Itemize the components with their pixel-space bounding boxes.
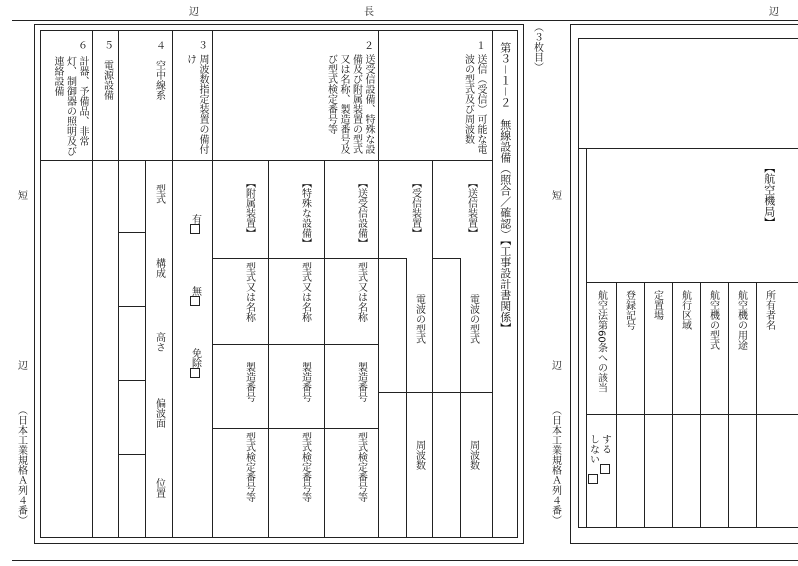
right-col-5 xyxy=(728,282,729,528)
antenna-split-3 xyxy=(118,380,145,381)
freq-exempt-label: 免除 xyxy=(189,348,201,368)
antenna-polarization-label: 偏波面 xyxy=(153,398,165,428)
antenna-split-1 xyxy=(118,232,145,233)
margin-edge-top-right: 辺 xyxy=(766,6,778,16)
margin-edge-mid: 辺 xyxy=(549,360,561,370)
margin-edge-left: 辺 xyxy=(15,360,27,370)
freq-no-checkbox[interactable] xyxy=(190,296,200,306)
jis-note-left: （日本工業規格Ａ列４番） xyxy=(15,405,27,525)
title-divider xyxy=(492,30,493,538)
art60-yes-option[interactable] xyxy=(598,434,611,474)
right-col-1 xyxy=(616,282,617,528)
special-model-label: 型式又は名称 xyxy=(299,262,311,322)
right-head-split xyxy=(578,148,798,149)
item2-head-split xyxy=(212,258,378,259)
art60-yes-label: する xyxy=(599,434,611,454)
freq-yes-option[interactable] xyxy=(188,214,201,234)
art60-no-checkbox[interactable] xyxy=(588,474,598,484)
tx-subcol xyxy=(460,258,461,538)
group-special: 【特殊な設備】 xyxy=(299,178,311,248)
bottom-rule xyxy=(12,560,798,561)
tx-frequency-label: 周波数 xyxy=(467,440,479,470)
antenna-position-label: 位置 xyxy=(153,478,165,498)
trx-serial-label: 製造番号 xyxy=(355,362,367,402)
item2-sep-b xyxy=(268,160,269,538)
group-tx: 【送信装置】 xyxy=(465,178,477,238)
sep-5-6 xyxy=(92,30,93,538)
item-3-text: 周波数指定装置の備付け xyxy=(184,54,208,154)
tx-emission-label: 電波の型式 xyxy=(467,294,479,344)
special-approval-label: 型式検定番号等 xyxy=(299,432,311,502)
item1-tx-rx-sep xyxy=(432,160,433,538)
item2-row-split-2 xyxy=(212,428,378,429)
section-title: 第３－１－２ 無線設備（照合／確認）【工事設計書関係】 xyxy=(498,42,512,334)
item-5-no: ５ xyxy=(101,40,113,50)
jis-note-mid: （日本工業規格Ａ列４番） xyxy=(549,405,561,525)
freq-exempt-option[interactable] xyxy=(188,348,201,378)
rx-split xyxy=(378,258,406,259)
aux-serial-label: 製造番号 xyxy=(243,362,255,402)
right-label-split xyxy=(586,282,798,283)
form-inner-frame xyxy=(40,30,518,538)
antenna-subcol xyxy=(145,160,146,538)
margin-short-left: 短 xyxy=(15,190,27,200)
item-4-text: 空中線系 xyxy=(153,60,165,100)
freq-no-option[interactable] xyxy=(188,286,201,306)
special-serial-label: 製造番号 xyxy=(299,362,311,402)
group-trx: 【送受信設備】 xyxy=(355,178,367,248)
sep-4-5 xyxy=(118,30,119,538)
right-row-navigation-area: 航行区域 xyxy=(679,290,691,330)
right-row-aircraft-type: 航空機の型式 xyxy=(707,290,719,350)
item-2-text: 送受信設備、特殊な設備及び附属装置の型式又は名称、製造番号及び型式検定番号等 xyxy=(325,54,374,154)
sep-3-4 xyxy=(172,30,173,538)
right-value-split xyxy=(586,414,798,415)
item-4-no: ４ xyxy=(153,40,165,50)
rx-row-split xyxy=(378,392,432,393)
freq-yes-label: 有 xyxy=(189,214,201,224)
item-3-no: ３ xyxy=(195,40,207,50)
rx-frequency-label: 周波数 xyxy=(413,440,425,470)
rx-emission-label: 電波の型式 xyxy=(413,294,425,344)
trx-model-label: 型式又は名称 xyxy=(355,262,367,322)
right-col-3 xyxy=(672,282,673,528)
sheet-number: （３枚目） xyxy=(531,22,543,72)
antenna-config-label: 構成 xyxy=(153,258,165,278)
margin-short-mid: 短 xyxy=(549,190,561,200)
right-row-owner: 所有者名 xyxy=(763,290,775,330)
right-row-registration: 登録記号 xyxy=(623,290,635,330)
item2-row-split-1 xyxy=(212,344,378,345)
right-col-4 xyxy=(700,282,701,528)
right-row-art60: 航空法第60条への該当 xyxy=(595,290,607,393)
margin-edge-top-left: 辺 xyxy=(186,6,198,16)
aux-approval-label: 型式検定番号等 xyxy=(243,432,255,502)
antenna-split-4 xyxy=(118,454,145,455)
item2-sep-a xyxy=(324,160,325,538)
right-title: 【航空機局】 xyxy=(762,162,776,228)
item-1-text: 送信（受信）可能な電波の型式及び周波数 xyxy=(462,54,486,154)
sep-2-3 xyxy=(212,30,213,538)
group-aux: 【附属装置】 xyxy=(243,178,255,238)
freq-yes-checkbox[interactable] xyxy=(190,224,200,234)
right-inner-frame xyxy=(578,38,798,528)
rx-subcol xyxy=(406,258,407,538)
antenna-height-label: 高さ xyxy=(153,332,165,352)
item-2-no: ２ xyxy=(361,40,373,50)
antenna-type-label: 型式 xyxy=(153,184,165,204)
aux-model-label: 型式又は名称 xyxy=(243,262,255,322)
right-col-2 xyxy=(644,282,645,528)
trx-approval-label: 型式検定番号等 xyxy=(355,432,367,502)
top-rule xyxy=(12,20,798,21)
margin-long-top: 長 xyxy=(361,6,373,16)
tx-row-split xyxy=(432,392,492,393)
freq-exempt-checkbox[interactable] xyxy=(190,368,200,378)
item-5-text: 電源設備 xyxy=(101,60,113,100)
item-1-no: １ xyxy=(473,40,485,50)
freq-no-label: 無 xyxy=(189,286,201,296)
right-row-base: 定置場 xyxy=(651,290,663,320)
antenna-split-2 xyxy=(118,306,145,307)
group-rx: 【受信装置】 xyxy=(409,178,421,238)
right-col-6 xyxy=(756,282,757,528)
art60-no-label: しない xyxy=(587,434,599,464)
art60-no-option[interactable] xyxy=(586,434,599,484)
item-6-text: 計器、予備品、非常灯、制御器の照明及び連絡設備 xyxy=(52,56,88,156)
right-row-purpose: 航空機の用途 xyxy=(735,290,747,350)
art60-yes-checkbox[interactable] xyxy=(600,464,610,474)
header-body-divider xyxy=(40,160,492,161)
tx-split xyxy=(432,258,460,259)
sep-1-2 xyxy=(378,30,379,538)
item-6-no: ６ xyxy=(75,40,87,50)
